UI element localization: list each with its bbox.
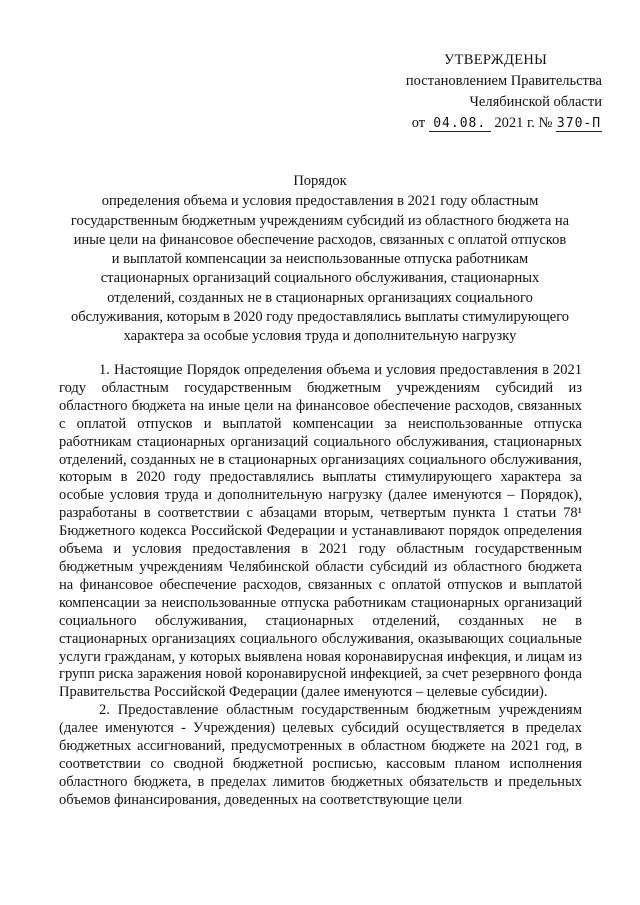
approval-stamp [372, 50, 602, 134]
title-heading: Порядок [293, 173, 347, 189]
title-line: стационарных организаций социального обслуживания, стационарных [100, 270, 540, 287]
approval-heading: УТВЕРЖДЕНЫ [444, 52, 548, 68]
paragraph-2: 2. Предоставление областным государственным бюджетным учреждениям (далее именуются - Учреждения) целевых субсидий осуществляется в пределах бюджетных ассигнований, предусмотренных в областном бюджете на 2021 год, в соответствии со сводной бюджетной росписью, кассовым планом исполнения областного бюджета, в пределах лимитов бюджетных обязательств и предельных объемов финансирования, доведенных на соответствующие цели [59, 702, 582, 808]
title-line: определения объема и условия предоставления в 2021 году областным [101, 193, 539, 210]
title-line: государственным бюджетным учреждениям субсидий из областного бюджета на [70, 212, 570, 229]
title-line: обслуживания, которым в 2020 году предоставлялись выплаты стимулирующего [70, 309, 570, 326]
paragraph-1: 1. Настоящие Порядок определения объема и условия предоставления в 2021 году областным государственным бюджетным учреждениям субсидий из областного бюджета на иные цели на финансовое обеспечение расходов, связанных с оплатой отпусков и выплатой компенсации за неиспользованные отпуска работникам стационарных организаций социального обслуживания, стационарных отделений, созданных не в стационарных организациях социального обслуживания, которым в 2020 году предоставлялись выплаты стимулирующего характера за особые условия труда и дополнительную нагрузку (далее именуются – Порядок), разработаны в соответствии с абзацами вторым, четвертым пункта 1 статьи 78¹ Бюджетного кодекса Российской Федерации и устанавливают порядок определения объема и условия предоставления в 2021 году областным государственным бюджетным учреждениям Челябинской области субсидий из областного бюджета на финансовое обеспечение расходов, связанных с оплатой отпусков и выплатой компенсации за неиспользованные отпуска работникам стационарных организаций социального обслуживания, стационарных отделений, созданных не в стационарных организациях социального обслуживания, оказывающих социальные услуги гражданам, у которых выявлена новая коронавирусная инфекция, и лицам из групп риска заражения новой коронавирусной инфекцией, за счет резервного фонда Правительства Российской Федерации (далее именуются – целевые субсидии). [59, 362, 582, 701]
title-line: характера за особые условия труда и дополнительную нагрузку [123, 328, 517, 345]
approval-date-line [372, 113, 602, 134]
title-line: и выплатой компенсации за неиспользованные отпуска работникам [111, 251, 529, 268]
title-line: отделений, созданных не в стационарных организациях социального [107, 289, 533, 306]
approval-line-1: постановлением Правительства [405, 73, 602, 89]
title-line: иные цели на финансовое обеспечение расходов, связанных с оплатой отпусков [73, 231, 567, 248]
approval-number: 370-П [556, 116, 602, 131]
document-body [59, 362, 582, 810]
approval-year: 2021 г. № [494, 115, 553, 131]
document-title [56, 172, 584, 347]
approval-line-2: Челябинской области [469, 94, 602, 110]
date-prefix: от [411, 115, 426, 131]
approval-date: 04.08. [429, 116, 491, 132]
